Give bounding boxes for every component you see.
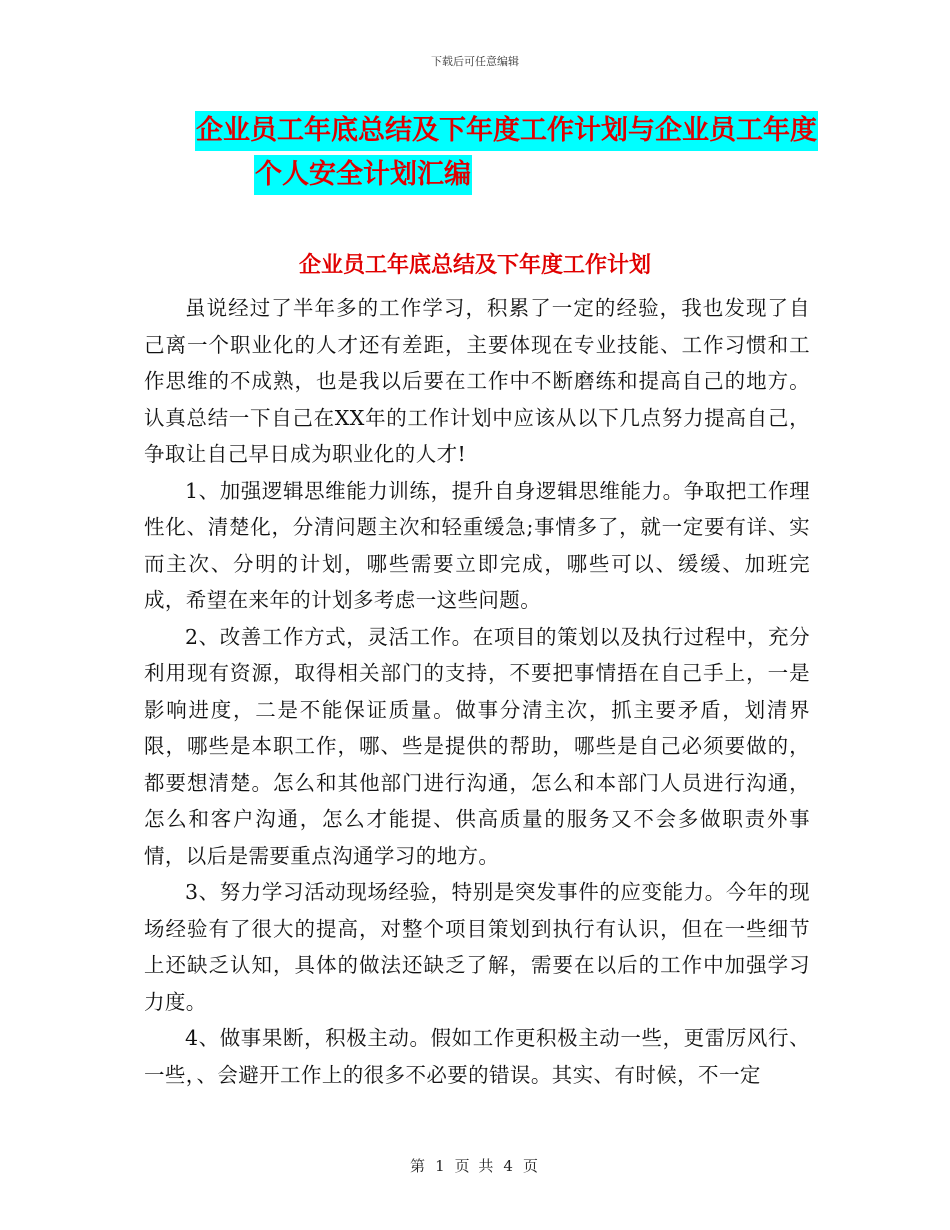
point-3-paragraph: 3、努力学习活动现场经验，特别是突发事件的应变能力。今年的现场经验有了很大的提高，对整个项目策划到执行有认识，但在一些细节上还缺乏认知，具体的做法还缺乏了解，需要在以后的工作中加强学习力度。	[144, 880, 810, 1014]
body-text	[144, 290, 810, 1093]
main-title	[195, 111, 817, 195]
main-title-line-1: 企业员工年底总结及下年度工作计划与企业员工年度	[195, 111, 818, 151]
footer-page-number: 1	[435, 1157, 447, 1175]
footer-total-pages: 4	[503, 1157, 515, 1175]
point-4-paragraph: 4、做事果断，积极主动。假如工作更积极主动一些，更雷厉风行、一些，、会避开工作上的很多不必要的错误。其实、有时候，不一定	[144, 1026, 810, 1087]
section-title: 企业员工年底总结及下年度工作计划	[298, 253, 651, 278]
header-note: 下载后可任意编辑	[431, 55, 519, 68]
footer-middle: 页 共	[454, 1157, 496, 1175]
point-1-paragraph: 1、加强逻辑思维能力训练，提升自身逻辑思维能力。争取把工作理性化、清楚化，分清问题主次和轻重缓急;事情多了，就一定要有详、实而主次、分明的计划，哪些需要立即完成，哪些可以、缓缓、加班完成，希望在来年的计划多考虑一这些问题。	[144, 478, 810, 612]
intro-paragraph: 虽说经过了半年多的工作学习，积累了一定的经验，我也发现了自己离一个职业化的人才还有差距，主要体现在专业技能、工作习惯和工作思维的不成熟，也是我以后要在工作中不断磨练和提高自己的地方。认真总结一下自己在XX年的工作计划中应该从以下几点努力提高自己，争取让自己早日成为职业化的人才!	[144, 296, 810, 466]
footer-suffix: 页	[522, 1157, 540, 1175]
main-title-line-2: 个人安全计划汇编	[254, 155, 472, 195]
footer-prefix: 第	[410, 1157, 428, 1175]
page-footer	[0, 1155, 950, 1176]
point-2-paragraph: 2、改善工作方式，灵活工作。在项目的策划以及执行过程中，充分利用现有资源，取得相关部门的支持，不要把事情捂在自己手上，一是影响进度，二是不能保证质量。做事分清主次，抓主要矛盾，划清界限，哪些是本职工作，哪、些是提供的帮助，哪些是自己必须要做的，都要想清楚。怎么和其他部门进行沟通，怎么和本部门人员进行沟通，怎么和客户沟通，怎么才能提、供高质量的服务又不会多做职责外事情，以后是需要重点沟通学习的地方。	[144, 624, 810, 868]
